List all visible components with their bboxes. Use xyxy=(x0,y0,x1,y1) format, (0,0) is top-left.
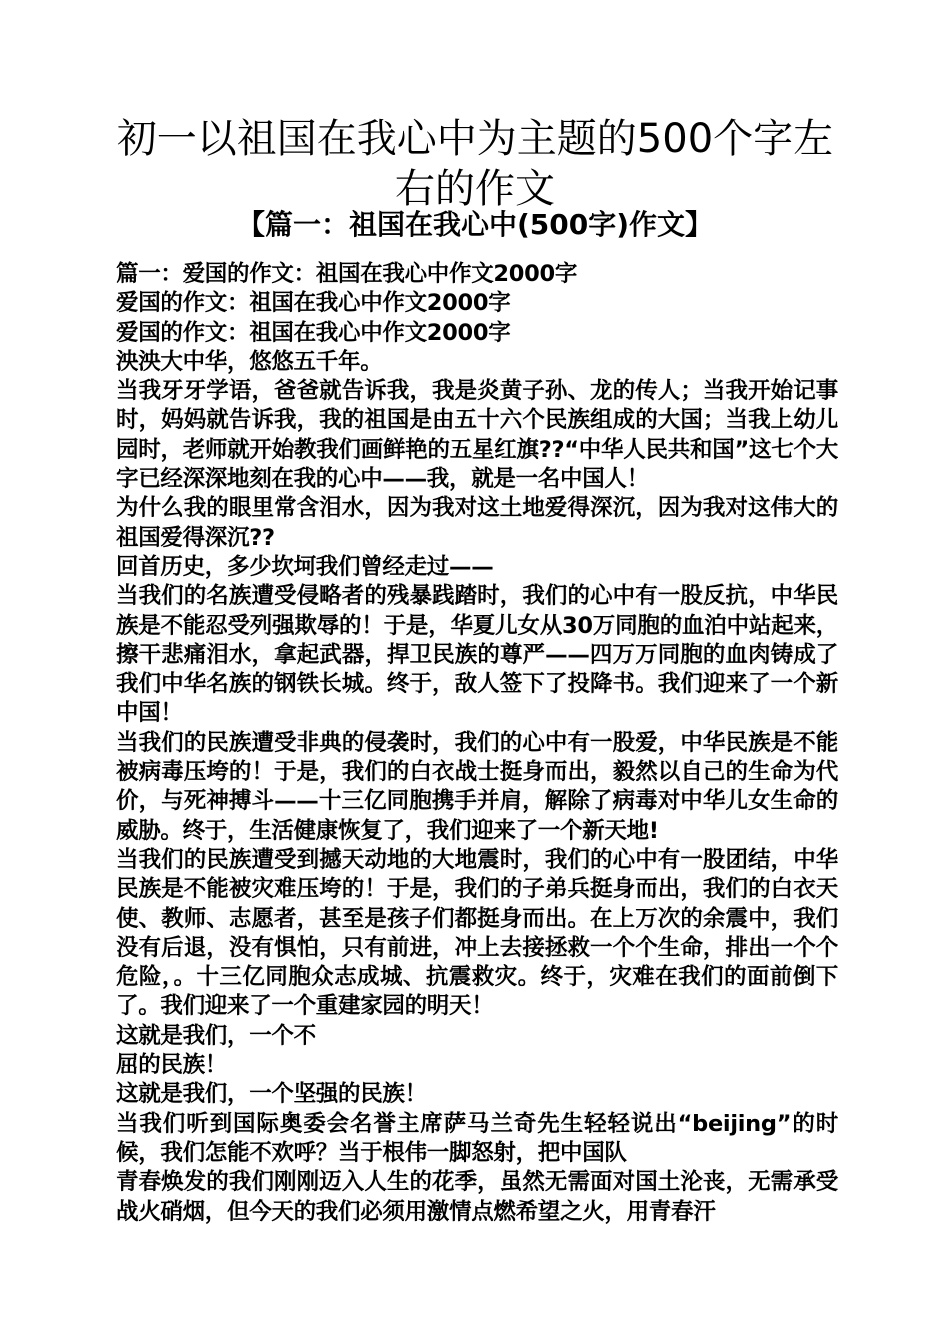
paragraph: 当我牙牙学语，爸爸就告诉我，我是炎黄子孙、龙的传人；当我开始记事时，妈妈就告诉我，我的祖国是由五十六个民族组成的大国；当我上幼儿园时，老师就开始教我们画鲜艳的五星红旗??“中华人民共和国”这七个大字已经深深地刻在我的心中——我，就是一名中国人！ xyxy=(116,378,838,493)
paragraph: 青春焕发的我们刚刚迈入人生的花季，虽然无需面对国土沦丧，无需承受战火硝烟，但今天的我们必须用激情点燃希望之火，用青春汗 xyxy=(116,1169,838,1225)
paragraph: 当我们的民族遭受到撼天动地的大地震时，我们的心中有一股团结，中华民族是不能被灾难压垮的！于是，我们的子弟兵挺身而出，我们的白衣天使、教师、志愿者，甚至是孩子们都挺身而出。在上万次的余震中，我们没有后退，没有惧怕，只有前进，冲上去接拯救一个个生命，排出一个个危险，。十三亿同胞众志成城、抗震救灾。终于，灾难在我们的面前倒下了。我们迎来了一个重建家园的明天！ xyxy=(116,846,838,1020)
paragraph: 爱国的作文：祖国在我心中作文2000字 xyxy=(116,319,511,346)
paragraph: 当我们听到国际奥委会名誉主席萨马兰奇先生轻轻说出“beijing”的时候，我们怎能不欢呼？当于根伟一脚怒射，把中国队 xyxy=(116,1110,838,1166)
paragraph: 为什么我的眼里常含泪水，因为我对这土地爱得深沉，因为我对这伟大的祖国爱得深沉?? xyxy=(116,495,838,551)
paragraph: 屈的民族！ xyxy=(116,1052,228,1079)
paragraph: 这就是我们，一个不 xyxy=(116,1022,316,1049)
paragraph: 当我们的名族遭受侵略者的残暴践踏时，我们的心中有一股反抗，中华民族是不能忍受列强欺辱的！于是，华夏儿女从30万同胞的血泊中站起来，擦干悲痛泪水，拿起武器，捍卫民族的尊严——四万万同胞的血肉铸成了我们中华名族的钢铁长城。终于，敌人签下了投降书。我们迎来了一个新中国！ xyxy=(116,583,838,727)
document-title: 初一以祖国在我心中为主题的500个字左右的作文 xyxy=(116,116,834,212)
paragraph: 当我们的民族遭受非典的侵袭时，我们的心中有一股爱，中华民族是不能被病毒压垮的！于是，我们的白衣战士挺身而出，毅然以自己的生命为代价，与死神搏斗——十三亿同胞携手并肩，解除了病毒对中华儿女生命的威胁。终于，生活健康恢复了，我们迎来了一个新天地! xyxy=(116,729,838,844)
document-subtitle: 【篇一：祖国在我心中(500字)作文】 xyxy=(236,208,714,241)
paragraph: 爱国的作文：祖国在我心中作文2000字 xyxy=(116,290,511,317)
paragraph: 这就是我们，一个坚强的民族！ xyxy=(116,1081,427,1108)
paragraph: 回首历史，多少坎坷我们曾经走过—— xyxy=(116,553,494,580)
document-body xyxy=(116,260,838,1227)
paragraph: 泱泱大中华，悠悠五千年。 xyxy=(116,348,383,375)
paragraph: 篇一：爱国的作文：祖国在我心中作文2000字 xyxy=(116,261,578,287)
